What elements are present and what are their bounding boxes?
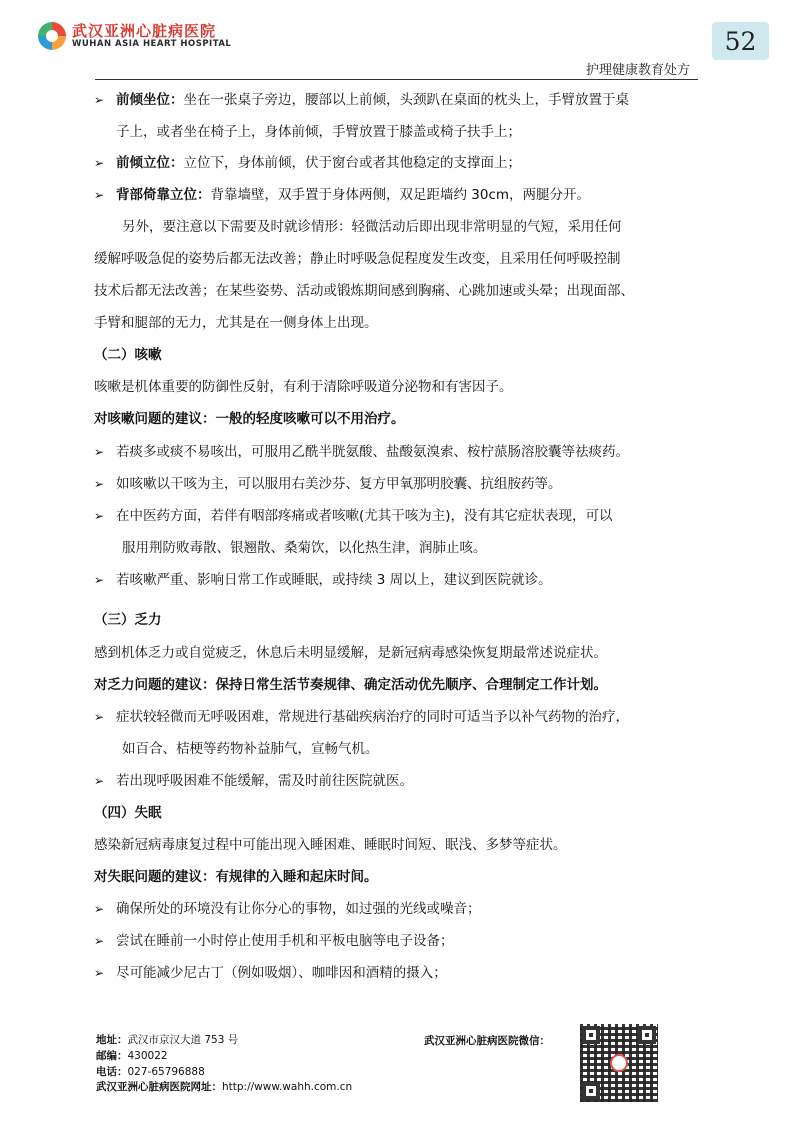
address-value: 武汉市京汉大道 753 号 [127, 1034, 239, 1046]
qr-logo-icon [610, 1054, 628, 1072]
arrow-bullet-icon: ➢ [94, 93, 105, 107]
list-item [94, 897, 481, 921]
arrow-bullet-icon: ➢ [94, 966, 105, 980]
term: 背部倚靠立位： [116, 187, 211, 203]
paragraph-line: 服用荆防败毒散、银翘散、桑菊饮，以化热生津，润肺止咳。 [122, 540, 487, 556]
text: 症状较轻微而无呼吸困难，常规进行基础疾病治疗的同时可适当予以补气药物的治疗， [116, 709, 629, 725]
text: 若痰多或痰不易咳出，可服用乙酰半胱氨酸、盐酸氨溴索、桉柠蒎肠溶胶囊等祛痰药。 [116, 444, 629, 460]
term: 前倾坐位： [116, 92, 184, 108]
hospital-name-cn: 武汉亚洲心脏病医院 [72, 22, 217, 40]
phone-label: 电话： [96, 1066, 128, 1078]
list-item [94, 961, 447, 985]
text: 在中医药方面，若伴有咽部疼痛或者咳嗽(尤其干咳为主)，没有其它症状表现，可以 [116, 508, 613, 524]
text: 如咳嗽以干咳为主，可以服用右美沙芬、复方甲氧那明胶囊、抗组胺药等。 [116, 476, 562, 492]
advice-heading: 对乏力问题的建议：保持日常生活节奏规律、确定活动优先顺序、合理制定工作计划。 [94, 677, 607, 693]
website-link[interactable]: http://www.wahh.com.cn [222, 1081, 353, 1093]
text: 尝试在睡前一小时停止使用手机和平板电脑等电子设备； [116, 933, 454, 949]
section-heading: （二）咳嗽 [94, 347, 162, 363]
footer-postcode [96, 1048, 168, 1063]
postcode-label: 邮编： [96, 1050, 128, 1062]
section-heading: （三）乏力 [94, 612, 162, 628]
paragraph-line: 感到机体乏力或自觉疲乏，休息后未明显缓解，是新冠病毒感染恢复期最常述说症状。 [94, 645, 607, 661]
advice-heading: 对失眠问题的建议：有规律的入睡和起床时间。 [94, 869, 378, 885]
list-item [94, 472, 562, 496]
arrow-bullet-icon: ➢ [94, 934, 105, 948]
qr-finder [638, 1026, 656, 1044]
website-label: 武汉亚洲心脏病医院网址： [96, 1081, 222, 1093]
hospital-logo-icon [38, 22, 66, 50]
list-item [94, 88, 629, 112]
section-title: 护理健康教育处方 [585, 63, 690, 78]
arrow-bullet-icon: ➢ [94, 902, 105, 916]
page-footer [0, 1020, 793, 1122]
paragraph-line: 缓解呼吸急促的姿势后都无法改善；静止时呼吸急促程度发生改变，且采用任何呼吸控制 [94, 251, 621, 267]
arrow-bullet-icon: ➢ [94, 188, 105, 202]
footer-address [96, 1032, 238, 1047]
list-item [94, 440, 629, 464]
list-item [94, 183, 590, 207]
term: 前倾立位： [116, 155, 184, 171]
list-item [94, 504, 613, 528]
list-item [94, 568, 552, 592]
header-divider [95, 79, 698, 80]
text: 尽可能减少尼古丁（例如吸烟）、咖啡因和酒精的摄入； [116, 965, 447, 981]
page-number: 52 [712, 22, 769, 60]
text: 立位下，身体前倾，伏于窗台或者其他稳定的支撑面上； [183, 155, 521, 171]
footer-phone [96, 1064, 205, 1079]
arrow-bullet-icon: ➢ [94, 156, 105, 170]
address-label: 地址： [96, 1034, 128, 1046]
wechat-qr-code-icon [580, 1024, 658, 1102]
paragraph-line: 另外，要注意以下需要及时就诊情形：轻微活动后即出现非常明显的气短，采用任何 [122, 219, 622, 235]
paragraph-line: 感染新冠病毒康复过程中可能出现入睡困难、睡眠时间短、眠浅、多梦等症状。 [94, 837, 567, 853]
arrow-bullet-icon: ➢ [94, 509, 105, 523]
list-item [94, 929, 454, 953]
wechat-label: 武汉亚洲心脏病医院微信： [424, 1035, 550, 1047]
list-item [94, 769, 413, 793]
text: 若咳嗽严重、影响日常工作或睡眠，或持续 3 周以上，建议到医院就诊。 [116, 572, 552, 588]
arrow-bullet-icon: ➢ [94, 774, 105, 788]
qr-finder [582, 1082, 600, 1100]
text: 若出现呼吸困难不能缓解，需及时前往医院就医。 [116, 773, 413, 789]
phone-value: 027-65796888 [127, 1066, 205, 1078]
text: 确保所处的环境没有让你分心的事物，如过强的光线或噪音； [116, 901, 481, 917]
text: 坐在一张桌子旁边，腰部以上前倾，头颈趴在桌面的枕头上，手臂放置于桌 [183, 92, 629, 108]
arrow-bullet-icon: ➢ [94, 710, 105, 724]
arrow-bullet-icon: ➢ [94, 477, 105, 491]
text: 背靠墙壁，双手置于身体两侧，双足距墙约 30cm，两腿分开。 [210, 187, 591, 203]
page-header [0, 0, 793, 80]
qr-finder [582, 1026, 600, 1044]
paragraph-line: 咳嗽是机体重要的防御性反射，有利于清除呼吸道分泌物和有害因子。 [94, 379, 513, 395]
paragraph-line: 子上，或者坐在椅子上，身体前倾，手臂放置于膝盖或椅子扶手上； [116, 124, 521, 140]
paragraph-line: 技术后都无法改善；在某些姿势、活动或锻炼期间感到胸痛、心跳加速或头晕；出现面部、 [94, 283, 634, 299]
postcode-value: 430022 [127, 1050, 168, 1062]
arrow-bullet-icon: ➢ [94, 445, 105, 459]
paragraph-line: 如百合、桔梗等药物补益肺气，宣畅气机。 [122, 741, 379, 757]
advice-heading: 对咳嗽问题的建议：一般的轻度咳嗽可以不用治疗。 [94, 411, 405, 427]
arrow-bullet-icon: ➢ [94, 573, 105, 587]
list-item [94, 705, 629, 729]
footer-website [96, 1079, 352, 1094]
hospital-name-en: WUHAN ASIA HEART HOSPITAL [72, 39, 232, 49]
section-heading: （四）失眠 [94, 805, 162, 821]
list-item [94, 151, 521, 175]
paragraph-line: 手臂和腿部的无力，尤其是在一侧身体上出现。 [94, 315, 378, 331]
